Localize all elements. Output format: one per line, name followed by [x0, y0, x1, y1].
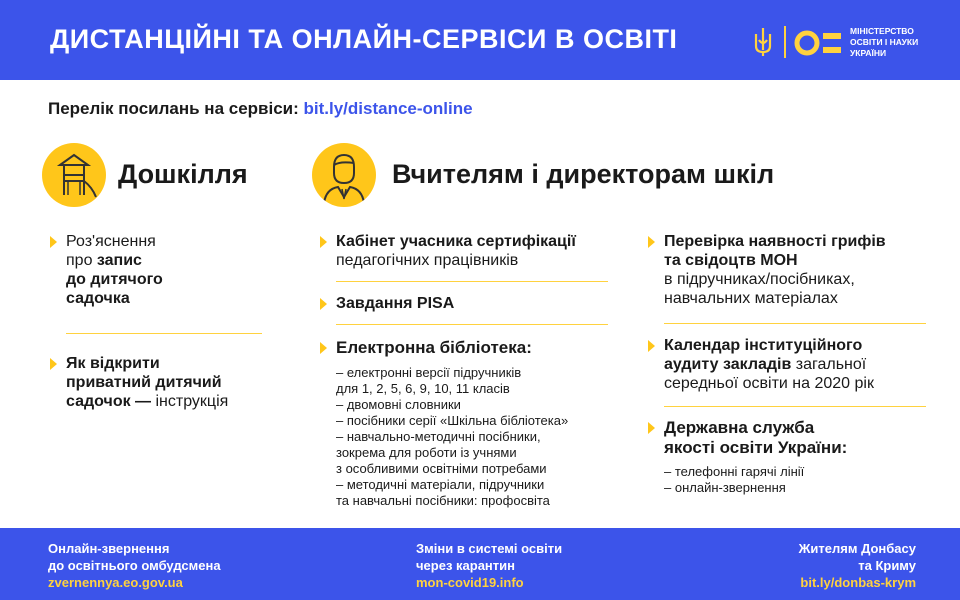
teachers-item-library[interactable]: [336, 338, 616, 358]
item-text-bold: до дитячого: [66, 271, 163, 288]
item-text-bold: Завдання PISA: [336, 295, 455, 312]
item-text: загальної: [791, 356, 867, 373]
item-text-bold: приватний дитячий: [66, 374, 222, 391]
arrow-bullet-icon: [320, 236, 327, 248]
item-text-bold: Кабінет учасника сертифікації: [336, 233, 576, 250]
right-item-audit[interactable]: [664, 336, 944, 393]
teachers-item-certification[interactable]: [336, 232, 616, 270]
item-text: навчальних матеріалах: [664, 290, 838, 307]
arrow-bullet-icon: [648, 340, 655, 352]
quality-sublist: [664, 464, 804, 496]
links-label: Перелік посилань на сервіси:: [48, 99, 299, 118]
quality-sub-item: – онлайн-звернення: [664, 480, 786, 495]
preschool-item-private[interactable]: [66, 354, 286, 411]
item-text-bold: та свідоцтв МОН: [664, 252, 798, 269]
library-sub-item: – електронні версії підручників: [336, 365, 522, 380]
footer-link-covid[interactable]: mon-covid19.info: [416, 575, 524, 590]
footer-text: Онлайн-звернення: [48, 541, 170, 556]
logo-divider: [784, 26, 786, 58]
item-text: інструкція: [151, 393, 229, 410]
item-text-bold: садочка: [66, 290, 130, 307]
footer-ombudsman: [48, 540, 221, 591]
footer-text: Жителям Донбасу: [798, 541, 916, 556]
arrow-bullet-icon: [320, 342, 327, 354]
teachers-title: Вчителям і директорам шкіл: [392, 159, 775, 189]
footer-text: Зміни в системі освіти: [416, 541, 563, 556]
footer-text: та Криму: [858, 558, 916, 573]
arrow-bullet-icon: [50, 236, 57, 248]
item-text-bold: Перевірка наявності грифів: [664, 233, 886, 250]
item-text: в підручниках/посібниках,: [664, 271, 855, 288]
item-text-bold: садочок —: [66, 393, 152, 410]
services-links: [48, 99, 473, 119]
arrow-bullet-icon: [648, 236, 655, 248]
teacher-icon: [312, 143, 376, 207]
ministry-logo-icon: [794, 30, 842, 56]
item-text-bold: Державна служба: [664, 418, 815, 437]
footer-covid: [416, 540, 562, 591]
divider: [664, 323, 926, 324]
item-text-bold: запис: [96, 252, 142, 269]
item-text: педагогічних працівників: [336, 252, 519, 269]
item-text-bold: Як відкрити: [66, 355, 160, 372]
library-sub-item: – методичні матеріали, підручники: [336, 477, 545, 492]
library-sub-item: – двомовні словники: [336, 397, 461, 412]
playground-icon: [42, 143, 106, 207]
ministry-name-line: УКРАЇНИ: [850, 48, 887, 58]
arrow-bullet-icon: [320, 298, 327, 310]
arrow-bullet-icon: [648, 422, 655, 434]
library-sub-item: – посібники серії «Шкільна бібліотека»: [336, 413, 569, 428]
item-text: про: [66, 252, 97, 269]
ministry-name: [850, 26, 950, 59]
quality-sub-item: – телефонні гарячі лінії: [664, 464, 805, 479]
divider: [336, 324, 608, 325]
library-sublist: [336, 365, 568, 509]
item-text-bold: Електронна бібліотека:: [336, 338, 532, 357]
library-sub-item: – навчально-методичні посібники,: [336, 429, 541, 444]
divider: [664, 406, 926, 407]
footer-text: до освітнього омбудсмена: [48, 558, 221, 573]
footer-text: через карантин: [416, 558, 515, 573]
footer-donbas: [799, 540, 916, 591]
library-sub-item: з особливими освітніми потребами: [336, 461, 547, 476]
item-text-bold: аудиту закладів: [664, 356, 792, 373]
arrow-bullet-icon: [50, 358, 57, 370]
library-sub-item: для 1, 2, 5, 6, 9, 10, 11 класів: [336, 381, 510, 396]
trident-icon: [752, 26, 774, 58]
footer-link-ombudsman[interactable]: zvernennya.eo.gov.ua: [48, 575, 183, 590]
item-text: Роз'яснення: [66, 233, 156, 250]
library-sub-item: та навчальні посібники: профосвіта: [336, 493, 550, 508]
preschool-item-enrollment[interactable]: [66, 232, 266, 308]
preschool-title: Дошкілля: [118, 159, 248, 189]
ministry-name-line: МІНІСТЕРСТВО: [850, 26, 914, 36]
library-sub-item: зокрема для роботи із учнями: [336, 445, 517, 460]
divider: [336, 281, 608, 282]
links-url[interactable]: bit.ly/distance-online: [303, 99, 473, 118]
item-text-bold: якості освіти України:: [664, 438, 848, 457]
item-text: середньої освіти на 2020 рік: [664, 375, 874, 392]
right-item-grifs[interactable]: [664, 232, 934, 308]
footer-link-donbas[interactable]: bit.ly/donbas-krym: [800, 575, 916, 590]
divider: [66, 333, 262, 334]
item-text-bold: Календар інституційного: [664, 337, 863, 354]
teachers-item-pisa[interactable]: [336, 294, 616, 313]
right-item-quality-service[interactable]: [664, 418, 944, 458]
page-title: ДИСТАНЦІЙНІ ТА ОНЛАЙН-СЕРВІСИ В ОСВІТІ: [50, 24, 678, 54]
ministry-name-line: ОСВІТИ І НАУКИ: [850, 37, 919, 47]
